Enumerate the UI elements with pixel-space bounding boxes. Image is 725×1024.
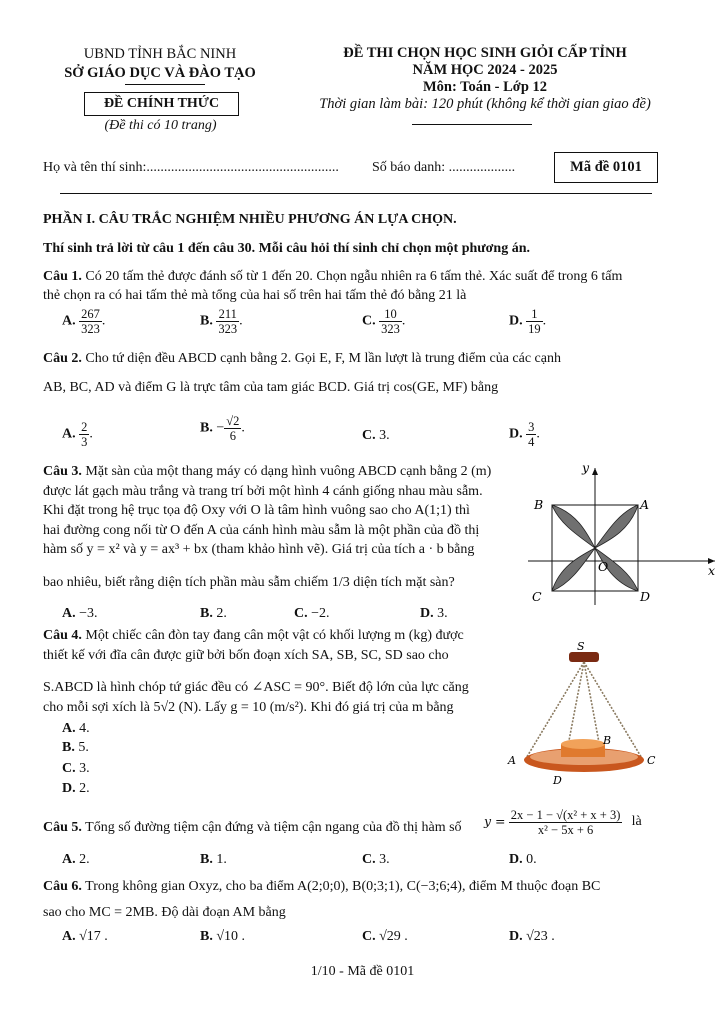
student-name-field: Họ và tên thí sinh:....................................................... — [43, 160, 339, 175]
q4-option-b[interactable]: B. 5. — [62, 740, 89, 755]
q5-option-a[interactable]: A. 2. — [62, 852, 90, 867]
fig-b: B — [603, 734, 612, 747]
divider — [60, 193, 652, 194]
fig-x-label: x — [708, 563, 716, 578]
q3-option-c[interactable]: C. −2. — [294, 606, 330, 621]
fig-vertex-a: A — [640, 497, 650, 512]
q3-option-a[interactable]: A. −3. — [62, 606, 98, 621]
q4-option-d[interactable]: D. 2. — [62, 781, 90, 796]
fig-s: S — [577, 640, 585, 653]
q5-text: Câu 5. Tổng số đường tiệm cận đứng và tiệm cận ngang của đồ thị hàm số — [43, 820, 462, 835]
fig-vertex-c: C — [532, 589, 542, 604]
q6-option-d[interactable]: D. √23 . — [509, 929, 555, 944]
q1-option-c[interactable]: C. $\frac{10}{323}$ . — [362, 307, 406, 336]
department-name: SỞ GIÁO DỤC VÀ ĐÀO TẠO — [64, 65, 256, 81]
fig-c: C — [647, 754, 656, 767]
hook — [569, 652, 599, 662]
q5-option-d[interactable]: D. 0. — [509, 852, 537, 867]
q1-text-1: Câu 1. Có 20 tấm thẻ được đánh số từ 1 đến 20. Chọn ngẫu nhiên ra 6 tấm thẻ. Xác suất để trong 6 tấm — [43, 269, 623, 284]
header-right-rule — [412, 124, 532, 125]
scale-figure — [505, 640, 665, 788]
student-id-field: Số báo danh: ................... — [372, 160, 516, 175]
q1-option-a[interactable]: A. $\frac{267}{323}$ . — [62, 307, 106, 336]
duration: Thời gian làm bài: 120 phút (không kể thời gian giao đề) — [319, 96, 651, 112]
q6-text-1: Câu 6. Trong không gian Oxyz, cho ba điểm A(2;0;0), B(0;3;1), C(−3;6;4), điểm M thuộc đoạn BC — [43, 879, 601, 894]
q4-option-c[interactable]: C. 3. — [62, 761, 90, 776]
q2-text-2: AB, BC, AD và điểm G là trực tâm của tam giác BCD. Giá trị cos(GE, MF) bằng — [43, 380, 499, 395]
q4-option-a[interactable]: A. 4. — [62, 721, 90, 736]
q6-option-c[interactable]: C. √29 . — [362, 929, 408, 944]
part-instruction: Thí sinh trả lời từ câu 1 đến câu 30. Mỗi câu hỏi thí sinh chỉ chọn một phương án. — [43, 241, 531, 256]
header-left — [40, 45, 280, 83]
q1-option-d[interactable]: D. $\frac{1}{19}$ . — [509, 307, 547, 336]
fig-a: A — [508, 754, 516, 767]
q3-option-d[interactable]: D. 3. — [420, 606, 448, 621]
fig-origin: O — [598, 559, 609, 574]
q6-option-a[interactable]: A. √17 . — [62, 929, 108, 944]
q5-option-b[interactable]: B. 1. — [200, 852, 227, 867]
header-left-rule — [125, 84, 205, 85]
q3-option-b[interactable]: B. 2. — [200, 606, 227, 621]
elevator-floor-figure — [520, 460, 720, 608]
province-name: UBND TỈNH BẮC NINH — [83, 46, 237, 62]
page-footer: 1/10 - Mã đề 0101 — [310, 964, 415, 979]
fig-y-label: y — [582, 460, 590, 475]
header-right — [290, 45, 680, 113]
weight-top — [561, 739, 605, 749]
q2-option-c[interactable]: C. 3. — [362, 428, 390, 443]
q2-text-1: Câu 2. Cho tứ diện đều ABCD cạnh bằng 2. Gọi E, F, M lần lượt là trung điểm của các cạnh — [43, 351, 561, 366]
official-badge: ĐỀ CHÍNH THỨC — [84, 92, 239, 116]
school-year: NĂM HỌC 2024 - 2025 — [412, 62, 558, 78]
q2-option-a[interactable]: A. $\frac{2}{3}$ . — [62, 420, 93, 449]
q2-option-d[interactable]: D. $\frac{3}{4}$ . — [509, 420, 540, 449]
q1-option-b[interactable]: B. $\frac{211}{323}$ . — [200, 307, 243, 336]
q5-option-c[interactable]: C. 3. — [362, 852, 390, 867]
q5-function: y = $\frac{\text{2x − 1 − √(x² + x + 3)}}{\text{x² − 5x + 6}}$ là — [484, 808, 642, 837]
exam-code-box: Mã đề 0101 — [554, 152, 658, 183]
q4-text: Câu 4. Một chiếc cân đòn tay đang cân một vật có khối lượng m (kg) được thiết kế với đĩa cân được giữ bởi bốn đoạn xích SA, SB, SC, SD sao cho S.ABCD là hình chóp tứ giác đều có ∠ASC = 90°. Biết độ lớn của lực căng cho mỗi sợi xích là 5√2 (N). Lấy g = 10 (m/s²). Khi đó giá trị của m bằng — [43, 628, 469, 715]
fig-d: D — [553, 774, 562, 787]
fig-vertex-b: B — [534, 497, 544, 512]
fig-vertex-d: D — [640, 589, 651, 604]
exam-title: ĐỀ THI CHỌN HỌC SINH GIỎI CẤP TỈNH — [343, 45, 627, 61]
q6-text-2: sao cho MC = 2MB. Độ dài đoạn AM bằng — [43, 905, 286, 920]
pages-note: (Đề thi có 10 trang) — [104, 118, 217, 133]
q3-text: Câu 3. Mặt sàn của một thang máy có dạng hình vuông ABCD cạnh bằng 2 (m) được lát gạch màu trắng và trang trí bởi một hình 4 cánh giống nhau màu sẫm. Khi đặt trong hệ trục tọa độ Oxy với O là tâm hình vuông sao cho A(1;1) thì hai đường cong nối từ O đến A của cánh hình màu sẫm là một phần của đồ thị hàm số y = x² và y = ax³ + bx (tham khảo hình vẽ). Giá trị của tích a · b bằng bao nhiêu, biết rằng diện tích phần màu sẫm chiếm 1/3 diện tích mặt sàn? — [43, 464, 492, 590]
part-title: PHẦN I. CÂU TRẮC NGHIỆM NHIỀU PHƯƠNG ÁN LỰA CHỌN. — [43, 212, 457, 227]
q1-label: Câu 1. — [43, 269, 82, 284]
subject: Môn: Toán - Lớp 12 — [422, 79, 548, 95]
q1-text-2: thẻ chọn ra có hai tấm thẻ mà tổng của hai số trên hai tấm thẻ đó bằng 21 là — [43, 288, 467, 303]
q6-option-b[interactable]: B. √10 . — [200, 929, 246, 944]
q2-option-b[interactable]: B. − $\frac{√2}{6}$ . — [200, 414, 245, 443]
